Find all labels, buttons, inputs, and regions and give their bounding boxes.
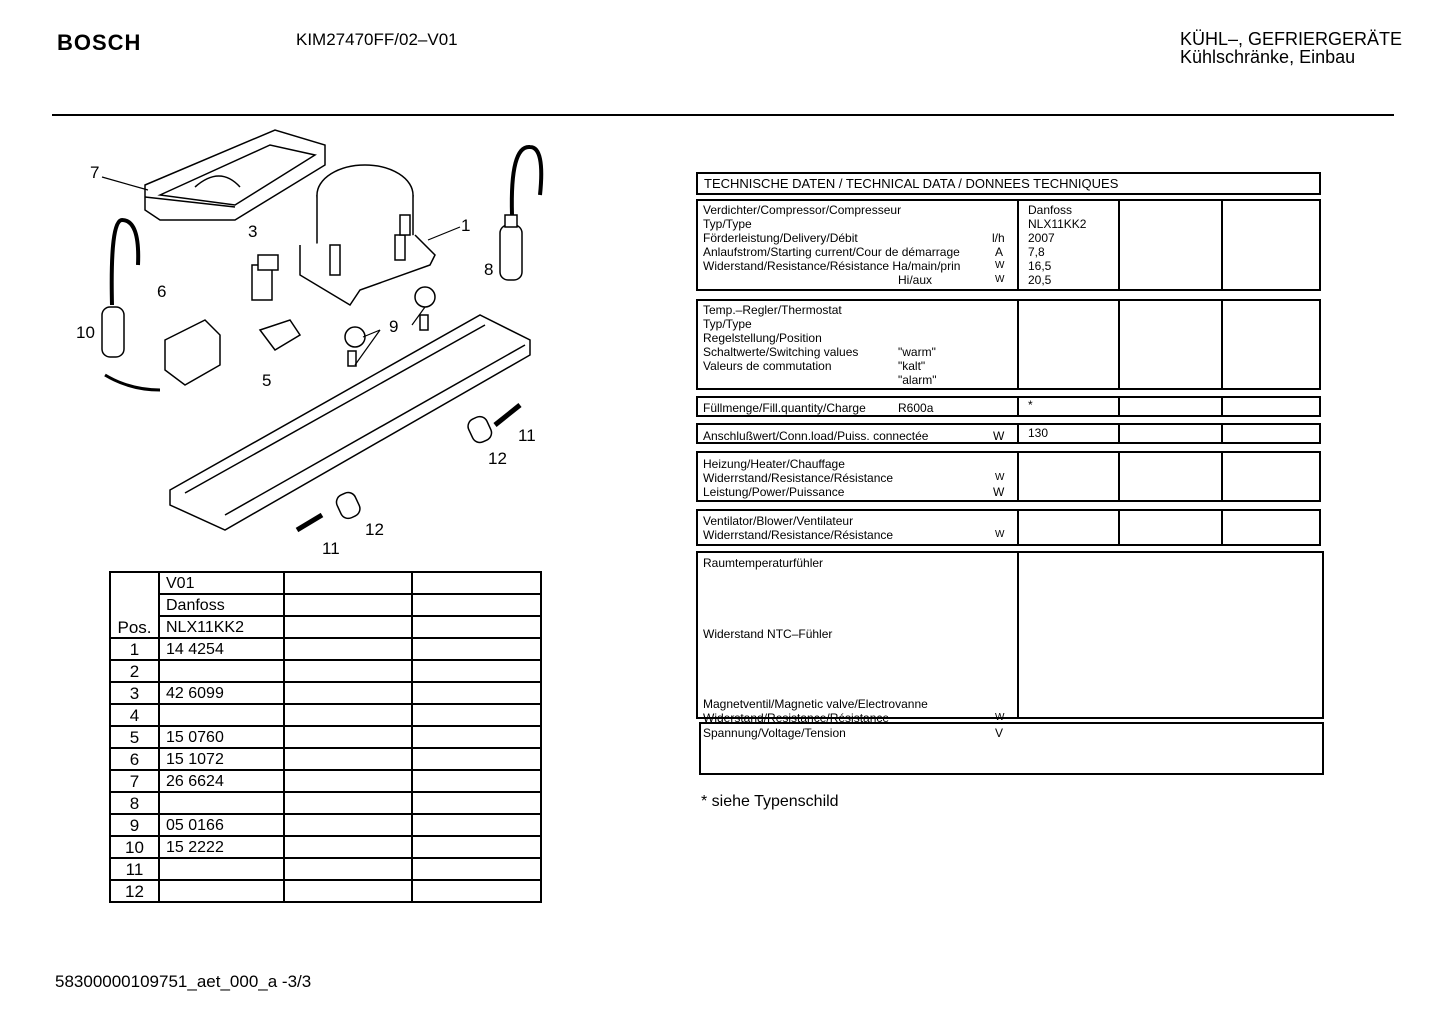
table-row: 8 [110, 792, 541, 814]
tech-data-title-box [696, 172, 1321, 195]
part-3-drawing [252, 255, 278, 300]
callout-11-lower: 11 [322, 539, 340, 558]
type-header: NLX11KK2 [159, 616, 284, 638]
callout-10: 10 [76, 323, 95, 342]
blower-section: Ventilator/Blower/Ventilateur Widerrstand/Resistance/Résistance W [696, 509, 1321, 546]
parts-table [109, 571, 540, 926]
callout-12-upper: 12 [488, 449, 507, 468]
callout-6: 6 [157, 282, 167, 301]
callout-1: 1 [461, 216, 471, 235]
callout-3: 3 [248, 222, 258, 241]
callout-8: 8 [484, 260, 494, 279]
heater-section: Heizung/Heater/Chauffage Widerrstand/Resistance/Résistance Leistung/Power/Puissance W W [696, 451, 1321, 502]
category-title: KÜHL–, GEFRIERGERÄTE [1180, 29, 1403, 49]
category-subtitle: Kühlschränke, Einbau [1180, 47, 1356, 67]
connection-load-section: Anschlußwert/Conn.load/Puiss. connectée W 130 [696, 423, 1321, 444]
model-number: KIM27470FF/02–V01 [296, 30, 458, 49]
part-8-drawing [500, 147, 541, 280]
pos-header: Pos. [110, 616, 159, 638]
version-header: V01 [159, 572, 284, 594]
callout-12-lower: 12 [365, 520, 384, 539]
table-row: 4 [110, 704, 541, 726]
table-row: 9 05 0166 [110, 814, 541, 836]
sensor-section: Raumtemperaturfühler Widerstand NTC–Fühler Magnetventil/Magnetic valve/Electrovanne Widerstand/Resistance/Résistance W [696, 551, 1324, 719]
document-footer: 58300000109751_aet_000_a -3/3 [55, 972, 312, 991]
part-7-drawing [145, 130, 325, 220]
maker-header: Danfoss [159, 594, 284, 616]
thermostat-section: Temp.–Regler/Thermostat Typ/Type Regelstellung/Position Schaltwerte/Switching values Valeurs de commutation "warm" "kalt" "alarm" [696, 299, 1321, 390]
callout-11-upper: 11 [518, 426, 536, 445]
brand-logo: BOSCH [57, 30, 142, 55]
part-10-drawing [102, 220, 138, 357]
table-row: 3 42 6099 [110, 682, 541, 704]
table-row: 6 15 1072 [110, 748, 541, 770]
compressor-section: Verdichter/Compressor/Compresseur Typ/Type Förderleistung/Delivery/Débit Anlaufstrom/Starting current/Cour de démarrage Widerstand/Resistance/Résistance Ha/main/prin Hi/aux l/h A W W Danfoss NLX11KK2 2007 7,8 16,5 20,5 [696, 199, 1321, 291]
part-1-drawing [300, 165, 435, 305]
table-row: 12 [110, 880, 541, 902]
table-row: 10 15 2222 [110, 836, 541, 858]
callout-7: 7 [90, 163, 100, 182]
exploded-parts-diagram [60, 125, 580, 565]
callout-5: 5 [262, 371, 272, 390]
type-plate-note: * siehe Typenschild [701, 793, 839, 810]
table-row: 11 [110, 858, 541, 880]
fill-quantity-section: Füllmenge/Fill.quantity/Charge R600a * [696, 396, 1321, 417]
voltage-section: Spannung/Voltage/Tension V [699, 722, 1324, 775]
header-divider [52, 114, 1394, 116]
table-row: 2 [110, 660, 541, 682]
table-row: 5 15 0760 [110, 726, 541, 748]
part-5-drawing [260, 320, 300, 350]
callout-9: 9 [389, 317, 399, 336]
table-row: 7 26 6624 [110, 770, 541, 792]
table-row: 1 14 4254 [110, 638, 541, 660]
tech-data-title: TECHNISCHE DATEN / TECHNICAL DATA / DONNEES TECHNIQUES [704, 176, 1119, 191]
